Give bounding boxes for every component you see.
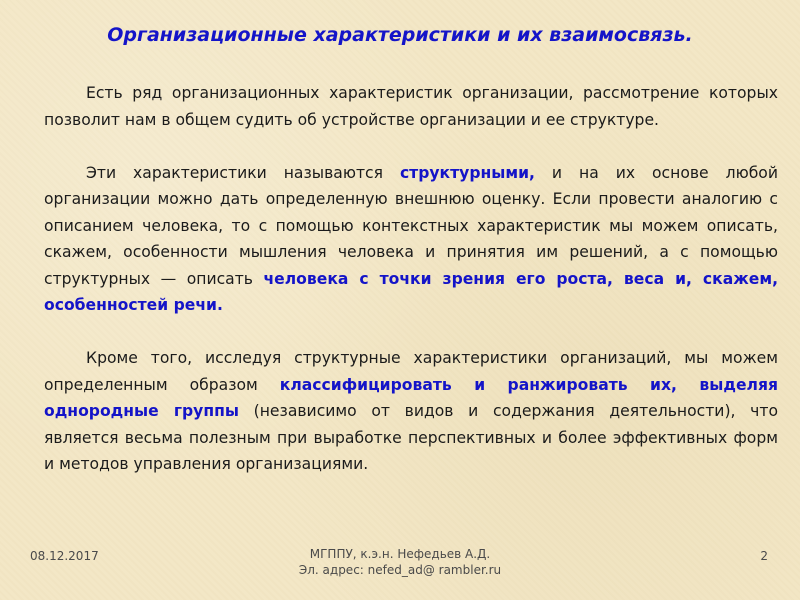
- page-number: 2: [760, 549, 768, 563]
- paragraph-3-text-1: Кроме того, исследуя структурные характеристики организаций, мы можем определенным образом: [44, 349, 778, 394]
- paragraph-2-text-2: и на их основе любой организации можно дать определенную внешнюю оценку. Если провести аналогию с описанием человека, то с помощью контекстных характеристик мы можем описать, скажем, особенности мышления человека и принятия им решений, а с помощью структурных — описать: [44, 163, 778, 288]
- slide-body: [44, 80, 778, 478]
- paragraph-3-text-2: (независимо от видов и содержания деятельности), что является весьма полезным при выработке перспективных и более эффективных форм и методов управления организациями.: [44, 402, 778, 473]
- paragraph-2-text-1: Эти характеристики называются: [86, 163, 400, 182]
- paragraph-2-highlight-2: человека с точки зрения его роста, веса и, скажем, особенностей речи.: [44, 269, 778, 314]
- paragraph-1: Есть ряд организационных характеристик организации, рассмотрение которых позволит нам в общем судить об устройстве организации и ее структуре.: [44, 84, 778, 129]
- footer-email: Эл. адрес: nefed_ad@ rambler.ru: [298, 563, 502, 577]
- paragraph-2-highlight-1: структурными,: [399, 163, 535, 182]
- slide-title: Организационные характеристики и их взаимосвязь.: [107, 24, 693, 46]
- paragraph-3: [44, 345, 778, 478]
- paragraph-gap: [44, 319, 778, 346]
- paragraph-gap: [44, 133, 778, 160]
- footer-author: МГППУ, к.э.н. Нефедьев А.Д.: [309, 547, 491, 561]
- footer-author-block: [250, 546, 550, 578]
- footer-date: 08.12.2017: [30, 549, 99, 563]
- paragraph-3-highlight-1: классифицировать и ранжировать их, выделяя однородные группы: [44, 375, 778, 420]
- paragraph-2: [44, 160, 778, 319]
